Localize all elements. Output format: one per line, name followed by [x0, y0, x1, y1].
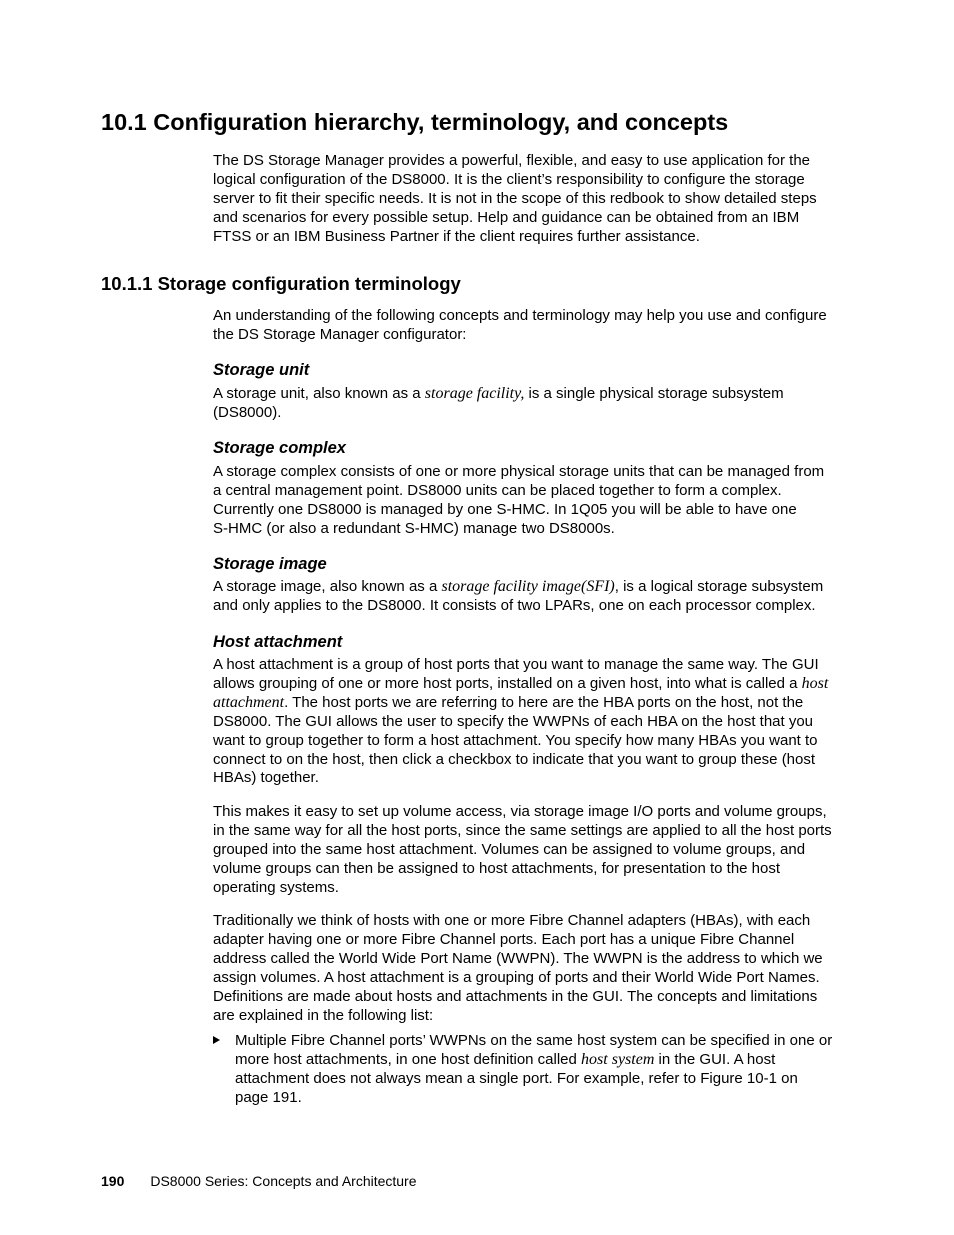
storage-unit-paragraph	[213, 385, 858, 423]
triangle-bullet-icon	[213, 1036, 220, 1044]
host-attachment-heading: Host attachment	[213, 633, 343, 651]
storage-unit-heading: Storage unit	[213, 361, 310, 379]
storage-image-paragraph	[213, 578, 858, 616]
italic-term: host	[801, 674, 829, 692]
text-run: allows grouping of one or more host ports, installed on a given host, into what is called a	[213, 674, 802, 692]
text-line: a central management point. DS8000 units can be placed together to form a complex.	[213, 481, 782, 499]
text-line	[213, 578, 858, 597]
text-line: volume groups can then be assigned to host attachments, for presentation to the host	[213, 859, 781, 877]
text-line: in the same way for all the host ports, since the same settings are applied to all the host ports	[213, 821, 832, 839]
text-line: A storage complex consists of one or more physical storage units that can be managed from	[213, 463, 825, 480]
subsection-title: 10.1.1 Storage configuration terminology	[101, 273, 461, 294]
host-attachment-paragraph-2	[213, 803, 858, 898]
italic-term: storage facility image(SFI)	[441, 578, 615, 595]
text-line: A host attachment is a group of host ports that you want to manage the same way. The GUI	[213, 656, 819, 673]
text-line: adapter having one or more Fibre Channel ports. Each port has a unique Fibre Channel	[213, 930, 795, 948]
text-line: (DS8000).	[213, 403, 282, 421]
text-line: logical configuration of the DS8000. It is the client’s responsibility to configure the storage	[213, 170, 805, 188]
text-run: , is a logical storage subsystem	[614, 578, 824, 595]
page-footer	[101, 1173, 417, 1189]
text-line: attachment does not always mean a single port. For example, refer to Figure 10-1 on	[235, 1069, 798, 1087]
text-line: The DS Storage Manager provides a powerful, flexible, and easy to use application for the	[213, 152, 811, 169]
italic-term: attachment	[213, 693, 285, 711]
text-line: server to fit their specific needs. It is not in the scope of this redbook to show detailed steps	[213, 189, 817, 207]
text-line: Currently one DS8000 is managed by one S-HMC. In 1Q05 you will be able to have one	[213, 500, 797, 518]
text-line: are explained in the following list:	[213, 1006, 434, 1024]
text-run: A storage image, also known as a	[213, 578, 442, 595]
text-line: An understanding of the following concepts and terminology may help you use and configure	[213, 307, 827, 324]
text-line: connect to on the host, then click a checkbox to indicate that you want to group these (host	[213, 750, 816, 768]
text-line	[235, 1051, 860, 1070]
list-item-text	[235, 1032, 860, 1108]
storage-complex-paragraph	[213, 463, 858, 539]
text-run: more host attachments, in one host definition called	[235, 1050, 582, 1068]
text-line: the DS Storage Manager configurator:	[213, 325, 467, 343]
page-number: 190	[101, 1173, 125, 1189]
text-line: grouped into the same host attachment. Volumes can be assigned to volume groups, and	[213, 840, 806, 858]
text-line: page 191.	[235, 1088, 302, 1106]
italic-term: storage facility,	[424, 385, 525, 402]
text-line: operating systems.	[213, 878, 339, 896]
text-line: assign volumes. A host attachment is a grouping of ports and their World Wide Port Names.	[213, 968, 820, 986]
text-line	[213, 385, 858, 404]
subsection-intro-paragraph	[213, 307, 858, 345]
text-line: FTSS or an IBM Business Partner if the client requires further assistance.	[213, 227, 700, 245]
host-attachment-paragraph-3	[213, 912, 858, 1025]
text-line: Traditionally we think of hosts with one or more Fibre Channel adapters (HBAs), with each	[213, 912, 811, 929]
text-line: Definitions are made about hosts and attachments in the GUI. The concepts and limitations	[213, 987, 818, 1005]
text-line: S-HMC (or also a redundant S-HMC) manage two DS8000s.	[213, 519, 615, 537]
text-run: . The host ports we are referring to here are the HBA ports on the host, not the	[284, 693, 804, 711]
text-line	[213, 675, 858, 694]
text-line: address called the World Wide Port Name (WWPN). The WWPN is the address to which we	[213, 949, 823, 967]
text-line: and only applies to the DS8000. It consists of two LPARs, one on each processor complex.	[213, 596, 816, 614]
text-line: and scenarios for every possible setup. Help and guidance can be obtained from an IBM	[213, 208, 800, 226]
text-line: This makes it easy to set up volume access, via storage image I/O ports and volume groups,	[213, 803, 827, 820]
section-intro-paragraph	[213, 152, 858, 247]
text-line: HBAs) together.	[213, 769, 319, 787]
italic-term: host system	[581, 1050, 655, 1068]
text-line: DS8000. The GUI allows the user to specify the WWPNs of each HBA on the host that you	[213, 712, 814, 730]
book-title: DS8000 Series: Concepts and Architecture	[150, 1173, 417, 1189]
text-run: is a single physical storage subsystem	[524, 385, 784, 402]
storage-image-heading: Storage image	[213, 555, 327, 573]
text-line	[213, 694, 858, 713]
storage-complex-heading: Storage complex	[213, 439, 346, 457]
host-attachment-paragraph-1	[213, 656, 858, 788]
text-run: in the GUI. A host	[654, 1050, 776, 1068]
text-line: want to group together to form a host attachment. You specify how many HBAs you want to	[213, 731, 818, 749]
text-line: Multiple Fibre Channel ports’ WWPNs on the same host system can be specified in one or	[235, 1032, 833, 1049]
text-run: A storage unit, also known as a	[213, 385, 425, 402]
section-title: 10.1 Configuration hierarchy, terminology, and concepts	[101, 109, 729, 135]
